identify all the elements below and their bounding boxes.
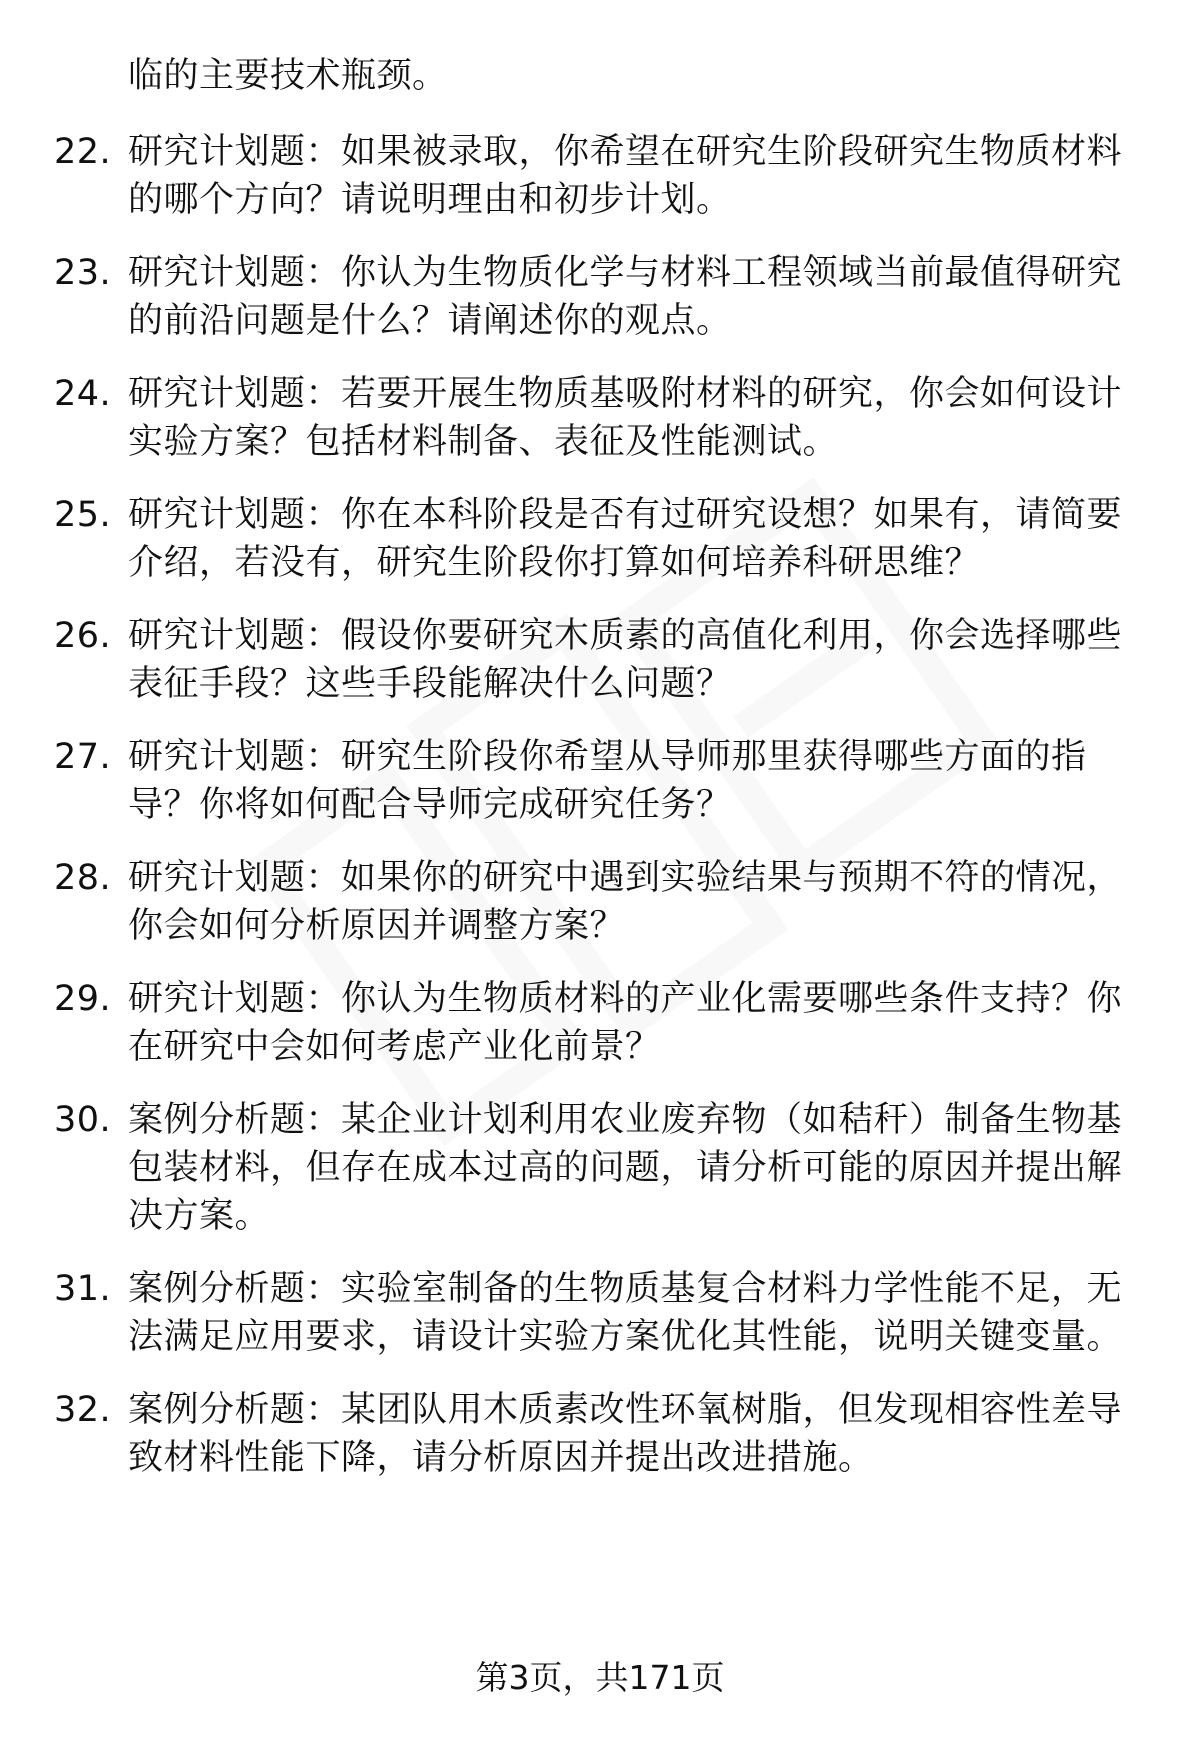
question-number: 28. <box>54 858 112 898</box>
question-line: 研究计划题：你在本科阶段是否有过研究设想？如果有，请简要 <box>128 495 1123 535</box>
page-number-footer: 第3页，共171页 <box>475 1658 725 1697</box>
question-line: 包装材料，但存在成本过高的问题，请分析可能的原因并提出解 <box>128 1148 1123 1188</box>
question-text <box>128 975 1138 1071</box>
question-number: 24. <box>54 374 112 414</box>
question-line: 研究计划题：如果被录取，你希望在研究生阶段研究生物质材料 <box>128 132 1123 172</box>
question-text <box>128 612 1138 708</box>
question-line: 在研究中会如何考虑产业化前景？ <box>128 1027 661 1067</box>
question-line: 研究计划题：研究生阶段你希望从导师那里获得哪些方面的指 <box>128 737 1087 777</box>
question-line: 法满足应用要求，请设计实验方案优化其性能，说明关键变量。 <box>128 1317 1123 1357</box>
question-text <box>128 128 1138 224</box>
question-line: 研究计划题：如果你的研究中遇到实验结果与预期不符的情况， <box>128 858 1123 898</box>
question-text <box>128 1265 1138 1361</box>
question-line: 案例分析题：某企业计划利用农业废弃物（如秸秆）制备生物基 <box>128 1100 1123 1140</box>
question-number: 27. <box>54 737 112 777</box>
continuation-text: 临的主要技术瓶颈。 <box>128 56 448 96</box>
question-number: 32. <box>54 1390 112 1430</box>
question-number: 31. <box>54 1269 112 1309</box>
question-line: 的前沿问题是什么？请阐述你的观点。 <box>128 301 732 341</box>
question-text <box>128 854 1138 950</box>
question-text <box>128 733 1138 829</box>
question-number: 26. <box>54 616 112 656</box>
question-text <box>128 491 1138 587</box>
question-text <box>128 249 1138 345</box>
question-number: 22. <box>54 132 112 172</box>
question-text <box>128 1386 1138 1482</box>
question-line: 的哪个方向？请说明理由和初步计划。 <box>128 180 732 220</box>
question-line: 实验方案？包括材料制备、表征及性能测试。 <box>128 422 839 462</box>
question-text <box>128 370 1138 466</box>
question-line: 致材料性能下降，请分析原因并提出改进措施。 <box>128 1438 874 1478</box>
question-line: 研究计划题：你认为生物质化学与材料工程领域当前最值得研究 <box>128 253 1123 293</box>
question-line: 案例分析题：实验室制备的生物质基复合材料力学性能不足，无 <box>128 1269 1123 1309</box>
question-line: 导？你将如何配合导师完成研究任务？ <box>128 785 732 825</box>
question-number: 23. <box>54 253 112 293</box>
question-number: 29. <box>54 979 112 1019</box>
question-number: 25. <box>54 495 112 535</box>
question-line: 研究计划题：若要开展生物质基吸附材料的研究，你会如何设计 <box>128 374 1123 414</box>
question-line: 你会如何分析原因并调整方案？ <box>128 906 626 946</box>
question-line: 介绍，若没有，研究生阶段你打算如何培养科研思维？ <box>128 543 981 583</box>
question-number: 30. <box>54 1100 112 1140</box>
question-line: 决方案。 <box>128 1196 271 1236</box>
question-line: 研究计划题：假设你要研究木质素的高值化利用，你会选择哪些 <box>128 616 1123 656</box>
question-text <box>128 1096 1138 1240</box>
question-line: 表征手段？这些手段能解决什么问题？ <box>128 664 732 704</box>
question-line: 案例分析题：某团队用木质素改性环氧树脂，但发现相容性差导 <box>128 1390 1123 1430</box>
question-line: 研究计划题：你认为生物质材料的产业化需要哪些条件支持？你 <box>128 979 1123 1019</box>
